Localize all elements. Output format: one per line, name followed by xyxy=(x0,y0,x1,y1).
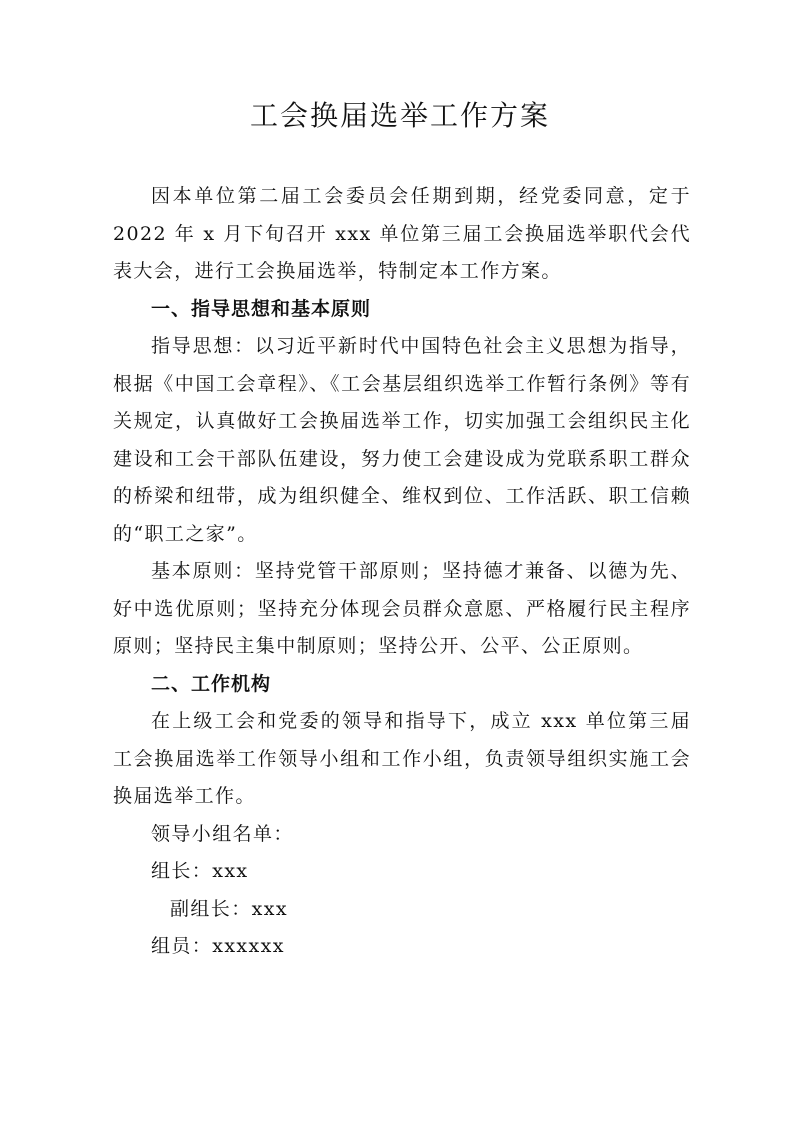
work-organization-paragraph: 在上级工会和党委的领导和指导下，成立 xxx 单位第三届工会换届选举工作领导小组和工作小组，负责领导组织实施工会换届选举工作。 xyxy=(113,710,691,807)
team-members-line: 组员：xxxxxx xyxy=(151,935,285,957)
intro-paragraph: 因本单位第二届工会委员会任期到期，经党委同意，定于 2022 年 x 月下旬召开 xxx 单位第三届工会换届选举职代会代表大会，进行工会换届选举，特制定本工作方案。 xyxy=(113,185,691,282)
document-body xyxy=(113,178,691,966)
document-title: 工会换届选举工作方案 xyxy=(249,99,550,132)
section1-heading: 一、指导思想和基本原则 xyxy=(151,297,372,320)
section2-heading: 二、工作机构 xyxy=(151,672,272,695)
basic-principles-paragraph: 基本原则：坚持党管干部原则；坚持德才兼备、以德为先、好中选优原则；坚持充分体现会员群众意愿、严格履行民主程序原则；坚持民主集中制原则；坚持公开、公平、公正原则。 xyxy=(113,560,691,657)
leadership-list-title: 领导小组名单： xyxy=(151,822,294,845)
deputy-leader-line: 副组长：xxx xyxy=(170,897,288,920)
team-leader-line: 组长：xxx xyxy=(151,860,249,882)
guiding-thought-paragraph: 指导思想：以习近平新时代中国特色社会主义思想为指导，根据《中国工会章程》、《工会基层组织选举工作暂行条例》等有关规定，认真做好工会换届选举工作，切实加强工会组织民主化建设和工会干部队伍建设，努力使工会建设成为党联系职工群众的桥梁和纽带，成为组织健全、维权到位、工作活跃、职工信赖的“职工之家”。 xyxy=(113,335,691,545)
